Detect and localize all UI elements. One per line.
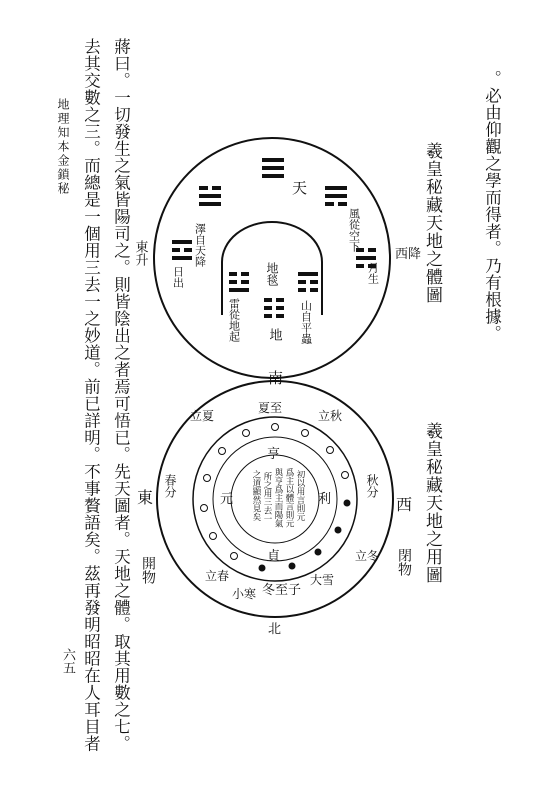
figure2-east-side-label: 開物 (140, 556, 156, 584)
figure2-north-label: 北 (268, 622, 282, 637)
figure2-south-label: 南 (268, 369, 284, 387)
figure2-west-label: 西 (396, 495, 413, 514)
center-line-5: 之道顯然見矣 (251, 470, 261, 521)
center-line-3: 與亨爲主而陽氣 (273, 468, 283, 528)
trigram-gen-icon (298, 272, 318, 292)
figure2-diagram (137, 369, 412, 637)
ring-label-yuan: 元 (220, 492, 234, 507)
figure1-west-label: 西降 (395, 247, 422, 262)
body-column-3: 去其交數之三。而總是一個用三去一之妙道。前已詳明。不事贅語矣。茲再發明昭昭在人耳目者 (81, 38, 101, 752)
ring-label-li: 利 (318, 492, 332, 507)
figure1-center-text: 地毯 (265, 262, 279, 286)
body-column-2: 蔣曰。一切發生之氣皆陽司之。則皆陰出之者焉可悟已。先天圖者。天地之體。取其用數之七。 (111, 38, 131, 752)
ring-label-lichun: 立春 (205, 569, 230, 583)
trigram-kun-icon (264, 298, 284, 318)
trigram-kun-label: 地 (266, 328, 282, 341)
trigram-dui-label: 澤自天降 (193, 223, 207, 267)
figure2-east-label: 東 (137, 488, 154, 507)
ring-label-lidong: 立冬 (355, 549, 380, 563)
ring-label-zhen: 貞 (267, 549, 281, 564)
trigram-qian-label: 天 (292, 179, 308, 197)
center-line-4: 所之用三去一 (262, 472, 272, 523)
trigram-zhen-icon (229, 272, 249, 292)
trigram-zhen-label: 雷從地起 (227, 298, 241, 342)
figure2-center-text (251, 467, 305, 528)
ring-label-liqiu: 立秋 (318, 409, 343, 423)
body-column-1: 。必由仰觀之學而得者。乃有根據。 (482, 70, 502, 342)
trigram-kan-label: 月生 (366, 262, 380, 284)
figure2-west-side-label: 閉物 (396, 548, 412, 576)
trigram-xun-label: 風從空下 (347, 208, 361, 252)
trigram-gen-label: 山自平蟲 (299, 300, 313, 344)
page-number: 六五 (60, 648, 75, 674)
ring-label-qiufen: 秋分 (365, 474, 379, 498)
center-line-1: 初以用言則元 (295, 470, 305, 521)
figure1-diagram (133, 138, 422, 378)
trigram-li-icon (172, 240, 192, 260)
center-line-2: 爲主以體言則元 (284, 468, 294, 528)
figure1-east-label: 東升 (132, 240, 148, 266)
trigram-li-label: 日出 (171, 266, 185, 288)
figure2-caption: 羲皇秘藏天地之用圖 (422, 422, 442, 584)
figure1-caption: 羲皇秘藏天地之體圖 (422, 142, 442, 304)
running-header: 地理知本金鎖秘 (56, 98, 70, 196)
trigram-xun-icon (325, 186, 347, 206)
ring-label-lixia: 立夏 (190, 409, 215, 423)
trigram-dui-icon (199, 186, 221, 206)
ring-label-xiaohan: 小寒 (232, 587, 257, 601)
ring-label-heng: 亨 (267, 447, 281, 462)
ring-label-dongzhi: 冬至子 (262, 583, 302, 598)
ring-label-chunfen: 春分 (163, 474, 177, 498)
ring-label-daxue: 大雪 (310, 573, 335, 587)
ring-label-xiazhi: 夏至 (258, 401, 283, 415)
trigram-qian-icon (262, 158, 284, 178)
